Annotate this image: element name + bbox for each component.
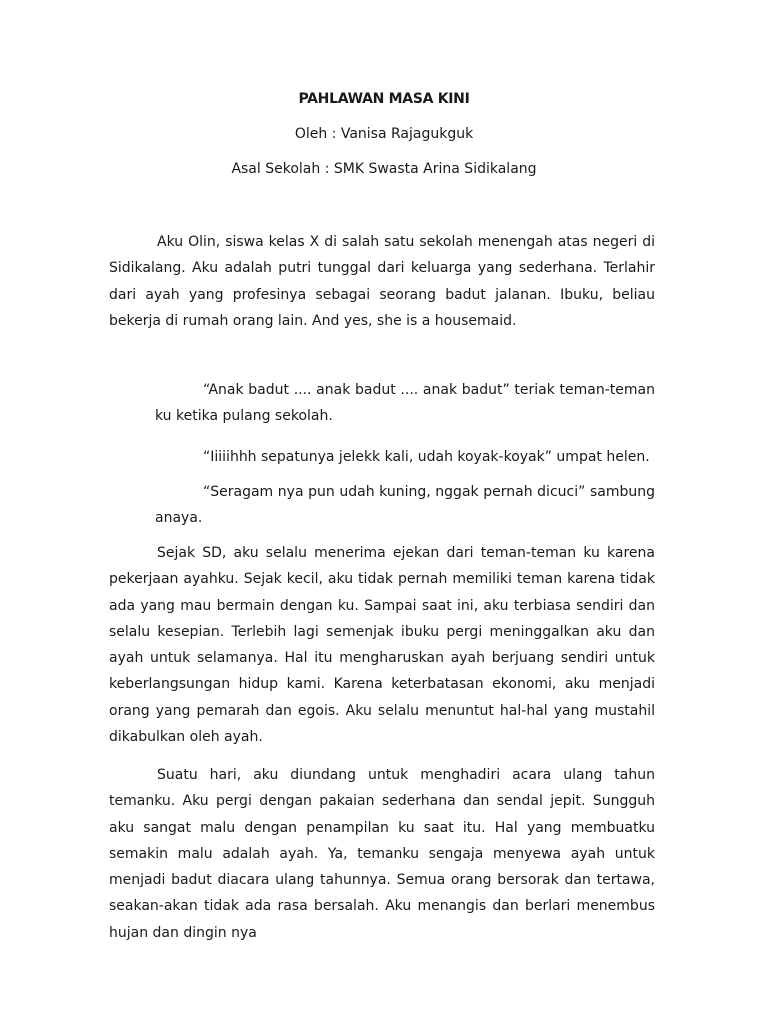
dialogue-paragraph: “Iiiiihhh sepatunya jelekk kali, udah koyak-koyak” umpat helen. [203,449,650,465]
body-paragraph: Sejak SD, aku selalu menerima ejekan dari teman-teman ku karena pekerjaan ayahku. Sejak kecil, aku tidak pernah memiliki teman karena tidak ada yang mau bermain dengan ku. Sampai saat ini, aku terbiasa sendiri dan selalu kesepian. Terlebih lagi semenjak ibuku pergi meninggalkan aku dan ayah untuk selamanya. Hal itu mengharuskan ayah berjuang sendiri untuk keberlangsungan hidup kami. Karena keterbatasan ekonomi, aku menjadi orang yang pemarah dan egois. Aku selalu menuntut hal-hal yang mustahil dikabulkan oleh ayah. [109,545,655,746]
body-paragraph: Aku Olin, siswa kelas X di salah satu sekolah menengah atas negeri di Sidikalang. Aku adalah putri tunggal dari keluarga yang sederhana. Terlahir dari ayah yang profesinya sebagai seorang badut jalanan. Ibuku, beliau bekerja di rumah orang lain. And yes, she is a housemaid. [109,234,655,329]
school-line: Asal Sekolah : SMK Swasta Arina Sidikalang [231,161,537,177]
body-paragraph: Suatu hari, aku diundang untuk menghadiri acara ulang tahun temanku. Aku pergi dengan pakaian sederhana dan sendal jepit. Sungguh aku sangat malu dengan penampilan ku saat itu. Hal yang membuatku semakin malu adalah ayah. Ya, temanku sengaja menyewa ayah untuk menjadi badut diacara ulang tahunnya. Semua orang bersorak dan tertawa, seakan-akan tidak ada rasa bersalah. Aku menangis dan berlari menembus hujan dan dingin nya [109,767,655,941]
dialogue-paragraph: “Seragam nya pun udah kuning, nggak pernah dicuci” sambung anaya. [155,484,655,527]
document-title: PAHLAWAN MASA KINI [298,91,470,107]
author-line: Oleh : Vanisa Rajagukguk [294,126,474,142]
dialogue-paragraph: “Anak badut .... anak badut .... anak badut” teriak teman-teman ku ketika pulang sekolah. [155,382,655,425]
